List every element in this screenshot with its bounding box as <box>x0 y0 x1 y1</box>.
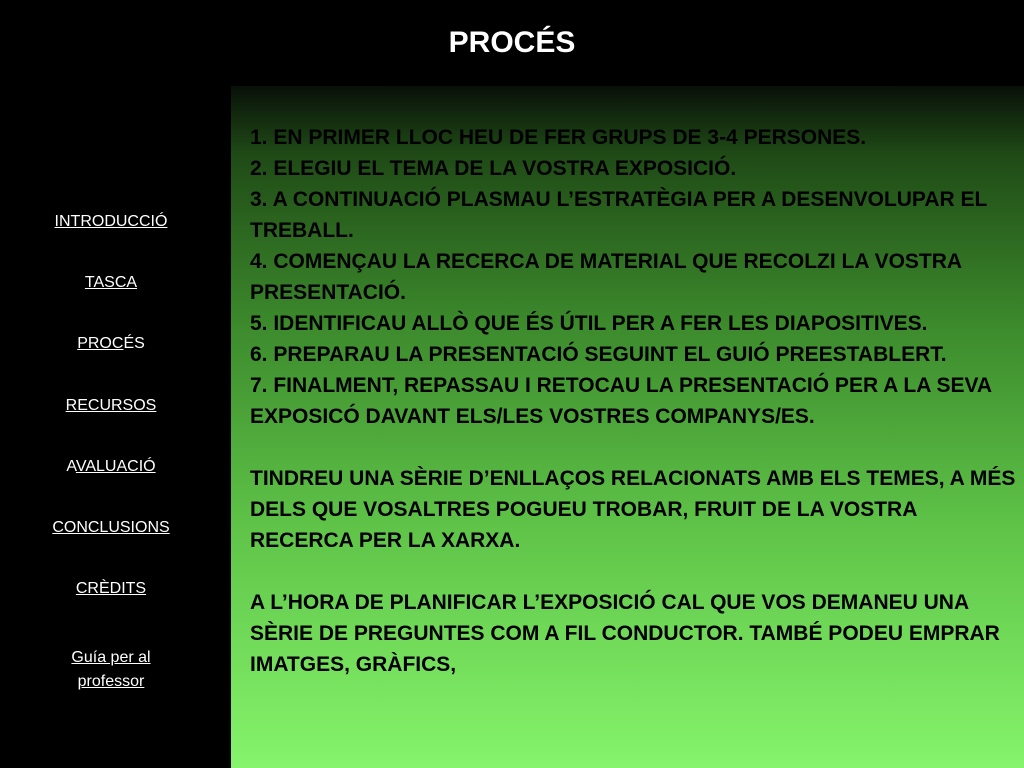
step-item: 4. COMENÇAU LA RECERCA DE MATERIAL QUE RECOLZI LA VOSTRA PRESENTACIÓ. <box>250 250 962 304</box>
nav-link-label: INTRODUCCIÓ <box>54 213 168 230</box>
step-item: 6. PREPARAU LA PRESENTACIÓ SEGUINT EL GUIÓ PREESTABLERT. <box>250 343 947 366</box>
nav-link-label: TASCA <box>84 274 138 291</box>
nav-link-proces[interactable] <box>0 332 222 356</box>
planning-paragraph: A L’HORA DE PLANIFICAR L’EXPOSICIÓ CAL QUE VOS DEMANEU UNA SÈRIE DE PREGUNTES COM A FIL CONDUCTOR. TAMBÉ PODEU EMPRAR IMATGES, GRÀFICS, <box>250 591 1000 676</box>
step-item: 7. FINALMENT, REPASSAU I RETOCAU LA PRESENTACIÓ PER A LA SEVA EXPOSICÓ DAVANT ELS/LES VOSTRES COMPANYS/ES. <box>250 374 992 428</box>
step-item: 1. EN PRIMER LLOC HEU DE FER GRUPS DE 3-4 PERSONES. <box>250 126 867 149</box>
step-item: 2. ELEGIU EL TEMA DE LA VOSTRA EXPOSICIÓ. <box>250 157 737 180</box>
content-panel <box>231 86 1024 768</box>
nav-link-label: RECURSOS <box>65 397 157 414</box>
step-item: 5. IDENTIFICAU ALLÒ QUE ÉS ÚTIL PER A FER LES DIAPOSITIVES. <box>250 312 928 335</box>
content-text <box>250 122 1020 680</box>
spacer <box>250 432 1020 463</box>
links-paragraph: TINDREU UNA SÈRIE D’ENLLAÇOS RELACIONATS AMB ELS TEMES, A MÉS DELS QUE VOSALTRES POGUEU TROBAR, FRUIT DE LA VOSTRA RECERCA PER LA XARXA. <box>250 467 1016 552</box>
nav-link-guia-professor[interactable] <box>0 646 222 694</box>
nav-link-credits[interactable] <box>0 577 222 601</box>
nav-link-label-line2: professor <box>77 673 145 690</box>
nav-link-tasca[interactable] <box>0 271 222 295</box>
nav-link-label-underlined: PROC <box>77 335 124 352</box>
nav-link-conclusions[interactable] <box>0 516 222 540</box>
nav-link-label-plain: ÉS <box>123 335 145 352</box>
spacer <box>250 556 1020 587</box>
page-title: PROCÉS <box>448 26 576 59</box>
nav-link-recursos[interactable] <box>0 394 222 418</box>
step-item: 3. A CONTINUACIÓ PLASMAU L’ESTRATÈGIA PER A DESENVOLUPAR EL TREBALL. <box>250 188 987 242</box>
nav-link-label-line1: Guía per al <box>71 649 151 666</box>
nav-link-label: CONCLUSIONS <box>52 519 170 536</box>
nav-link-avaluacio[interactable] <box>0 455 222 479</box>
sidebar-nav <box>0 0 222 768</box>
nav-link-label-underlined: VALUACIÓ <box>75 458 156 475</box>
nav-link-introduccio[interactable] <box>0 210 222 234</box>
nav-link-label-plain: A <box>66 458 76 475</box>
nav-link-label: CRÈDITS <box>75 580 147 597</box>
